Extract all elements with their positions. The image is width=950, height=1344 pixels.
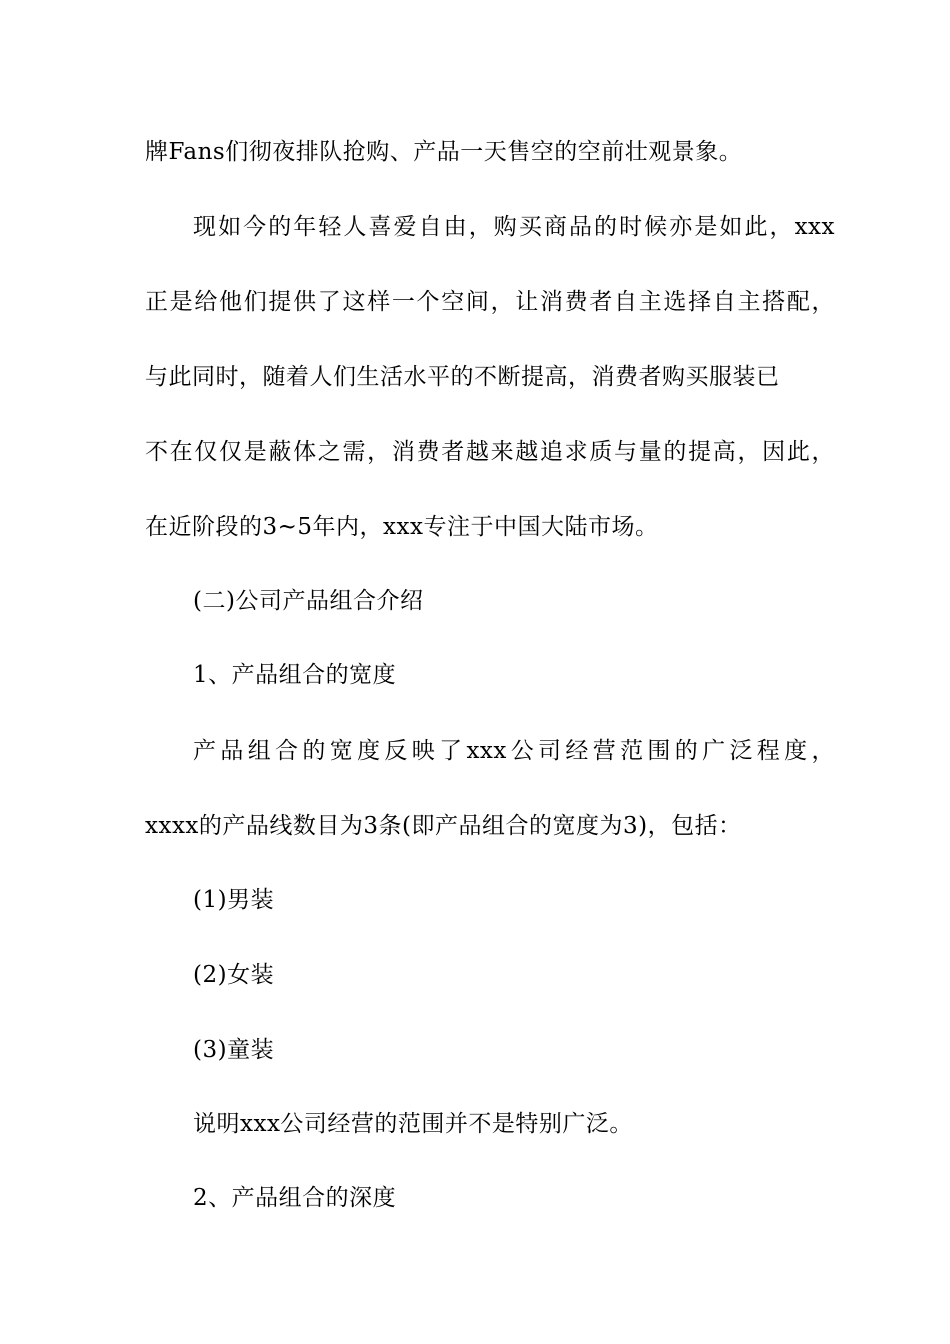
paragraph-line: 在近阶段的3~5年内，xxx专注于中国大陆市场。 — [145, 514, 659, 540]
paragraph-line: 正是给他们提供了这样一个空间，让消费者自主选择自主搭配， — [145, 289, 835, 315]
paragraph-line: 牌Fans们彻夜排队抢购、产品一天售空的空前壮观景象。 — [145, 139, 743, 165]
paragraph-line: 不在仅仅是蔽体之需，消费者越来越追求质与量的提高，因此， — [145, 439, 835, 465]
paragraph-line: 产品组合的宽度反映了xxx公司经营范围的广泛程度， — [193, 738, 835, 764]
subsection-heading: 2、产品组合的深度 — [193, 1185, 397, 1211]
list-item: (2)女装 — [193, 962, 275, 988]
paragraph-line: 与此同时，随着人们生活水平的不断提高，消费者购买服装已 — [145, 364, 780, 390]
paragraph-line: xxxx的产品线数目为3条(即产品组合的宽度为3)，包括： — [145, 813, 742, 839]
list-item: (3)童装 — [193, 1037, 275, 1063]
paragraph-line: 现如今的年轻人喜爱自由，购买商品的时候亦是如此，xxx — [193, 214, 835, 240]
list-item: (1)男装 — [193, 887, 275, 913]
subsection-heading: 1、产品组合的宽度 — [193, 662, 397, 688]
section-heading: (二)公司产品组合介绍 — [193, 588, 424, 614]
paragraph-line: 说明xxx公司经营的范围并不是特别广泛。 — [193, 1111, 633, 1137]
